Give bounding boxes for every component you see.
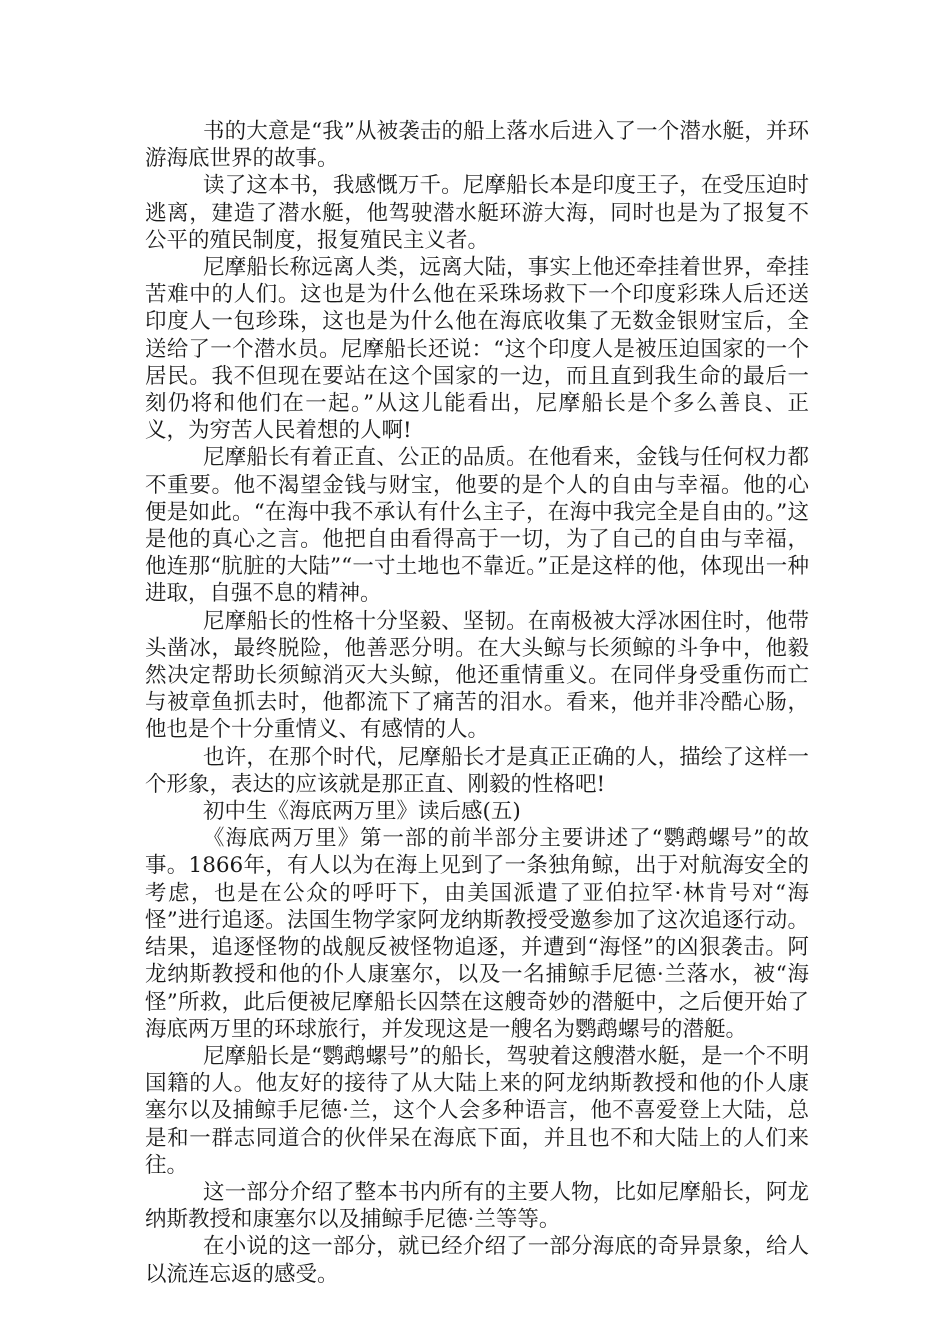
paragraph: 在小说的这一部分，就已经介绍了一部分海底的奇异景象，给人以流连忘返的感受。: [145, 1234, 809, 1287]
paragraph: 尼摩船长是“鹦鹉螺号”的船长，驾驶着这艘潜水艇，是一个不明国籍的人。他友好的接待了从大陆上来的阿龙纳斯教授和他的仆人康塞尔以及捕鲸手尼德·兰，这个人会多种语言，他不喜爱登上大陆，总是和一群志同道合的伙伴呆在海底下面，并且也不和大陆上的人们来往。: [145, 1043, 809, 1178]
section-heading: 初中生《海底两万里》读后感(五): [203, 799, 521, 825]
paragraph: 也许，在那个时代，尼摩船长才是真正正确的人，描绘了这样一个形象，表达的应该就是那正直、刚毅的性格吧!: [145, 744, 809, 797]
paragraph: 读了这本书，我感慨万千。尼摩船长本是印度王子，在受压迫时逃离，建造了潜水艇，他驾驶潜水艇环游大海，同时也是为了报复不公平的殖民制度，报复殖民主义者。: [145, 173, 809, 253]
paragraph: 《海底两万里》第一部的前半部分主要讲述了“鹦鹉螺号”的故事。1866年，有人以为在海上见到了一条独角鲸，出于对航海安全的考虑，也是在公众的呼吁下，由美国派遣了亚伯拉罕·林肯号对“海怪”进行追逐。法国生物学家阿龙纳斯教授受邀参加了这次追逐行动。结果，追逐怪物的战舰反被怪物追逐，并遭到“海怪”的凶狠袭击。阿龙纳斯教授和他的仆人康塞尔，以及一名捕鲸手尼德·兰落水，被“海怪”所救，此后便被尼摩船长囚禁在这艘奇妙的潜艇中，之后便开始了海底两万里的环球旅行，并发现这是一艘名为鹦鹉螺号的潜艇。: [145, 826, 809, 1042]
paragraph: 尼摩船长的性格十分坚毅、坚韧。在南极被大浮冰困住时，他带头凿冰，最终脱险，他善恶分明。在大头鲸与长须鲸的斗争中，他毅然决定帮助长须鲸消灭大头鲸，他还重情重义。在同伴身受重伤而亡与被章鱼抓去时，他都流下了痛苦的泪水。看来，他并非冷酷心肠，他也是个十分重情义、有感情的人。: [145, 608, 809, 743]
paragraph: 书的大意是“我”从被袭击的船上落水后进入了一个潜水艇，并环游海底世界的故事。: [145, 119, 809, 172]
paragraph: 这一部分介绍了整本书内所有的主要人物，比如尼摩船长，阿龙纳斯教授和康塞尔以及捕鲸手尼德·兰等等。: [145, 1179, 809, 1233]
paragraph: 尼摩船长有着正直、公正的品质。在他看来，金钱与任何权力都不重要。他不渴望金钱与财宝，他要的是个人的自由与幸福。他的心便是如此。“在海中我不承认有什么主子，在海中我完全是自由的。”这是他的真心之言。他把自由看得高于一切，为了自己的自由与幸福，他连那“肮脏的大陆”“一寸土地也不靠近。”正是这样的他，体现出一种进取，自强不息的精神。: [145, 445, 809, 607]
paragraph: 尼摩船长称远离人类，远离大陆，事实上他还牵挂着世界，牵挂苦难中的人们。这也是为什么他在采珠场救下一个印度彩珠人后还送印度人一包珍珠，这也是为什么他在海底收集了无数金银财宝后，全送给了一个潜水员。尼摩船长还说：“这个印度人是被压迫国家的一个居民。我不但现在要站在这个国家的一边，而且直到我生命的最后一刻仍将和他们在一起。”从这儿能看出，尼摩船长是个多么善良、正义，为穷苦人民着想的人啊!: [145, 255, 809, 444]
document-body: [145, 118, 809, 1288]
